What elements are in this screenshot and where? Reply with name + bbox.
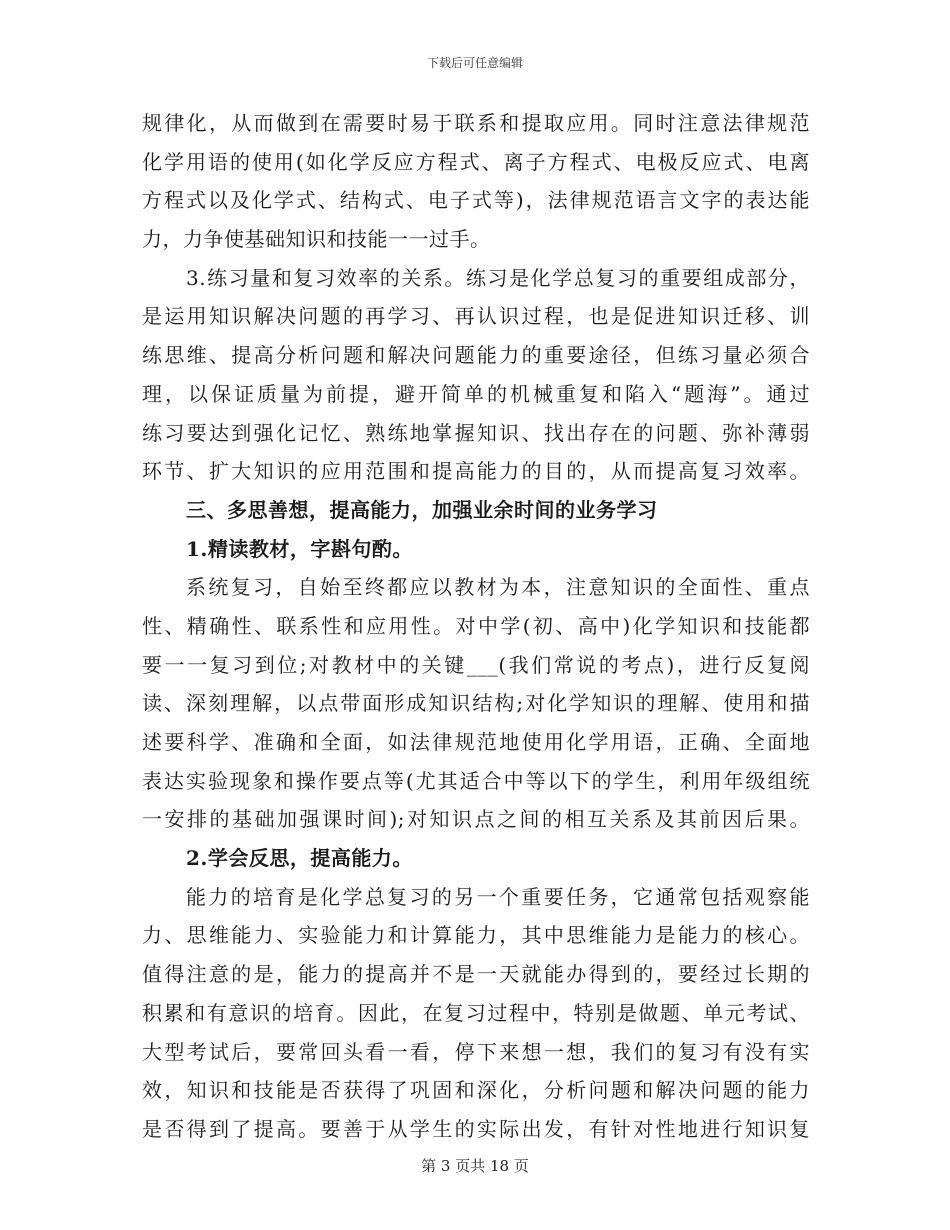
text-line: 力、思维能力、实验能力和计算能力，其中思维能力是能力的核心。 — [142, 923, 810, 948]
text-line: 大型考试后，要常回头看一看，停下来想一想，我们的复习有没有实 — [142, 1039, 810, 1064]
text-line: 一安排的基础加强课时间);对知识点之间的相互关系及其前因后果。 — [142, 807, 810, 832]
text-line: 练习要达到强化记忆、熟练地掌握知识、找出存在的问题、弥补薄弱 — [142, 420, 810, 445]
text-line: 述要科学、准确和全面，如法律规范地使用化学用语，正确、全面地 — [142, 730, 810, 754]
text-line: 系统复习，自始至终都应以教材为本，注意知识的全面性、重点 — [186, 575, 810, 600]
text-line: 理，以保证质量为前提，避开简单的机械重复和陷入“题海”。通过 — [142, 381, 810, 406]
text-line: 规律化，从而做到在需要时易于联系和提取应用。同时注意法律规范 — [142, 111, 810, 135]
text-line: 2.学会反思，提高能力。 — [186, 846, 413, 871]
text-line: 读、深刻理解，以点带面形成知识结构;对化学知识的理解、使用和描 — [142, 691, 810, 716]
text-line: 积累和有意识的培育。因此，在复习过程中，特别是做题、单元考试、 — [142, 1000, 810, 1025]
text-line: 能力的培育是化学总复习的另一个重要任务，它通常包括观察能 — [186, 884, 810, 909]
text-line: 值得注意的是，能力的提高并不是一天就能办得到的，要经过长期的 — [142, 962, 810, 987]
text-line: 练思维、提高分析问题和解决问题能力的重要途径，但练习量必须合 — [142, 343, 810, 368]
text-line: 力，力争使基础知识和技能一一过手。 — [142, 227, 491, 252]
text-line: 3.练习量和复习效率的关系。练习是化学总复习的重要组成部分， — [186, 265, 810, 290]
text-line: 要一一复习到位;对教材中的关键___(我们常说的考点)，进行反复阅 — [142, 652, 810, 677]
page-footer: 第 3 页共 18 页 — [421, 1157, 529, 1175]
text-line: 环节、扩大知识的应用范围和提高能力的目的，从而提高复习效率。 — [142, 459, 810, 484]
page-header: 下载后可任意编辑 — [426, 56, 523, 70]
text-line: 三、多思善想，提高能力，加强业余时间的业务学习 — [186, 497, 658, 522]
text-line: 方程式以及化学式、结构式、电子式等)，法律规范语言文字的表达能 — [142, 188, 810, 213]
text-line: 性、精确性、联系性和应用性。对中学(初、高中)化学知识和技能都 — [142, 613, 810, 638]
document-body — [142, 104, 810, 1149]
text-line: 效，知识和技能是否获得了巩固和深化，分析问题和解决问题的能力 — [142, 1078, 810, 1103]
text-line: 化学用语的使用(如化学反应方程式、离子方程式、电极反应式、电离 — [142, 149, 810, 174]
text-line: 是否得到了提高。要善于从学生的实际出发，有针对性地进行知识复 — [142, 1116, 810, 1141]
text-line: 1.精读教材，字斟句酌。 — [186, 536, 413, 561]
text-line: 是运用知识解决问题的再学习、再认识过程，也是促进知识迁移、训 — [142, 304, 810, 329]
text-line: 表达实验现象和操作要点等(尤其适合中等以下的学生，利用年级组统 — [142, 768, 810, 793]
